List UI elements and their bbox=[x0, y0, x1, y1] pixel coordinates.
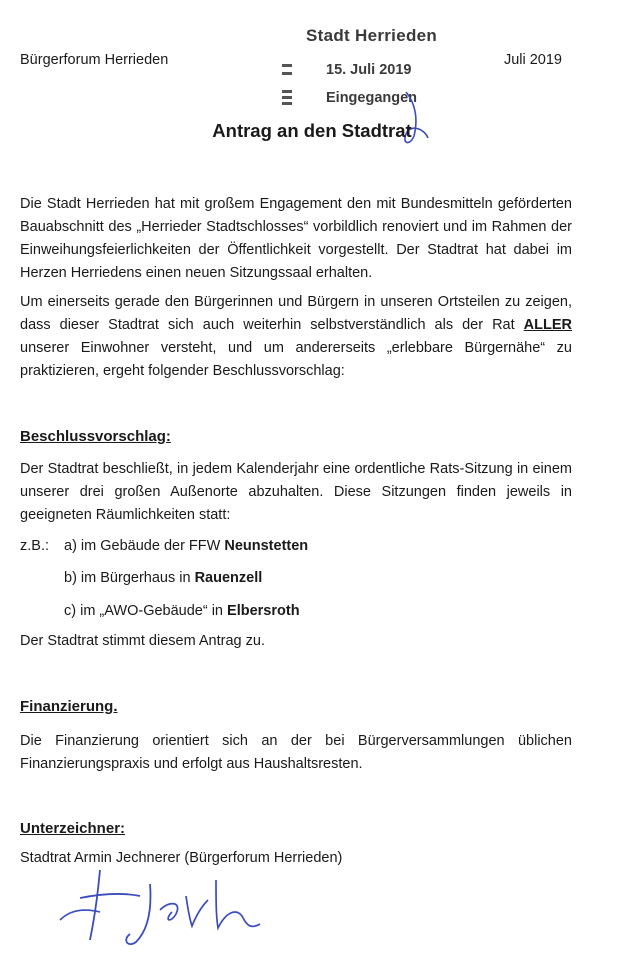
stamp-mark bbox=[282, 96, 292, 99]
option-place: Neunstetten bbox=[224, 538, 309, 554]
emphasis-aller: ALLER bbox=[523, 317, 572, 333]
intro-paragraph-1: Die Stadt Herrieden hat mit großem Engagement den mit Bundesmitteln geförderten Bauabschnitt des „Herrieder Stadtschlosses“ vorbildlich renoviert und im Rahmen der Einweihungsfeierlichkeiten der Öffentlichkeit vorgestellt. Der Stadtrat hat dabei im Herzen Herriedens einen neuen Sitzungssaal erhalten. bbox=[20, 196, 572, 281]
resolution-text: Der Stadtrat beschließt, in jedem Kalenderjahr eine ordentliche Rats-Sitzung in einem unserer drei großen Außenorte abzuhalten. Diese Sitzungen finden jeweils in geeigneten Räumlichkeiten statt: bbox=[20, 461, 572, 523]
initials-mark bbox=[376, 84, 440, 154]
stamp-mark bbox=[282, 102, 292, 105]
option-text: c) im „AWO-Gebäude“ in bbox=[64, 603, 228, 619]
financing-heading: Finanzierung. bbox=[20, 698, 118, 715]
stamp-mark bbox=[282, 72, 292, 75]
option-c bbox=[64, 603, 300, 619]
stamp-mark bbox=[282, 64, 292, 67]
option-b bbox=[64, 570, 262, 586]
handwritten-signature bbox=[40, 850, 300, 960]
stamp-city: Stadt Herrieden bbox=[306, 26, 438, 45]
option-text: a) im Gebäude der FFW bbox=[64, 538, 225, 554]
stamp-received: Eingegangen bbox=[326, 90, 418, 106]
document-date: Juli 2019 bbox=[503, 52, 562, 68]
example-label: z.B.: bbox=[20, 538, 50, 554]
stamp-mark bbox=[282, 90, 292, 93]
signatory-heading: Unterzeichner: bbox=[20, 820, 126, 837]
option-place: Elbersroth bbox=[227, 603, 300, 619]
resolution-heading: Beschlussvorschlag: bbox=[20, 428, 171, 445]
option-a bbox=[64, 538, 308, 554]
option-place: Rauenzell bbox=[194, 570, 263, 586]
financing-text: Die Finanzierung orientiert sich an der bei Bürgerversammlungen üblichen Finanzierungspraxis und erfolgt aus Haushaltsresten. bbox=[20, 733, 572, 772]
option-text: b) im Bürgerhaus in bbox=[64, 570, 195, 586]
page-title: Antrag an den Stadtrat bbox=[212, 120, 412, 141]
signatory-name: Stadtrat Armin Jechnerer (Bürgerforum Herrieden) bbox=[20, 850, 343, 866]
intro-text-after: unserer Einwohner versteht, und um andererseits „erlebbare Bürgernähe“ zu praktizieren, ergeht folgender Beschlussvorschlag: bbox=[20, 340, 572, 379]
stamp-date: 15. Juli 2019 bbox=[326, 62, 412, 78]
resolution-closing: Der Stadtrat stimmt diesem Antrag zu. bbox=[20, 633, 265, 649]
intro-paragraph-2 bbox=[20, 291, 572, 383]
intro-text-before: Um einerseits gerade den Bürgerinnen und Bürgern in unseren Ortsteilen zu zeigen, dass dieser Stadtrat sich auch weiterhin selbstverständlich als der Rat bbox=[20, 294, 572, 333]
organization-name: Bürgerforum Herrieden bbox=[20, 52, 169, 68]
